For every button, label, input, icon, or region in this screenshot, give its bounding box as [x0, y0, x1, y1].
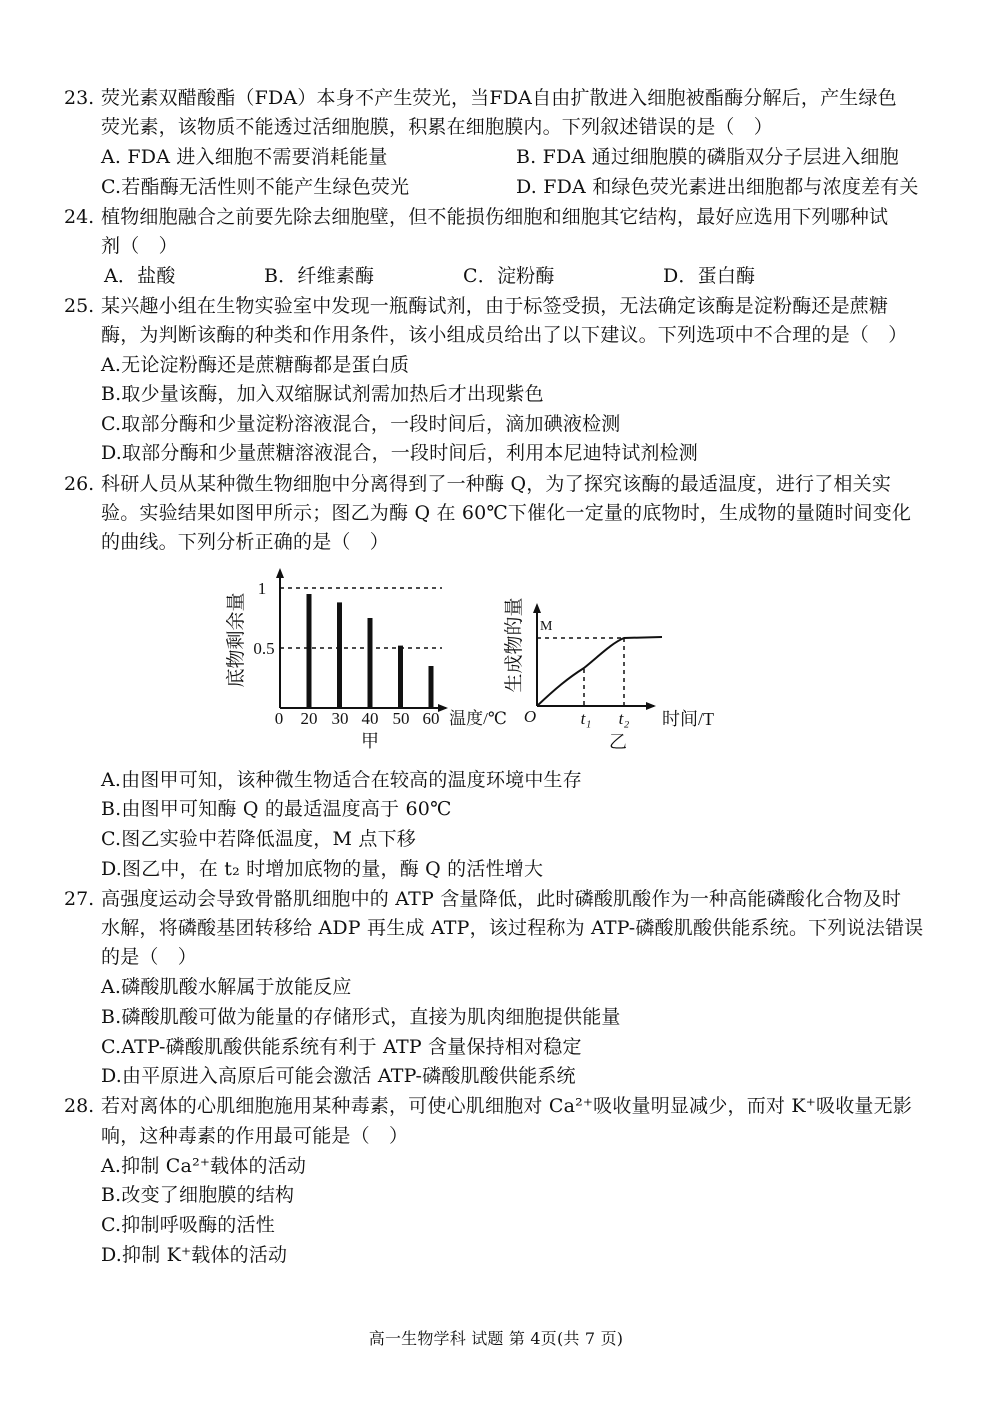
- option-a: A. FDA 进入细胞不需要消耗能量: [101, 146, 388, 168]
- bar-50: [398, 646, 403, 708]
- y-axis-arrow: [276, 568, 284, 578]
- option-c: C.ATP-磷酸肌酸供能系统有利于 ATP 含量保持相对稳定: [101, 1036, 582, 1058]
- option-c: C.图乙实验中若降低温度，M 点下移: [101, 828, 416, 850]
- option-d: D. FDA 和绿色荧光素进出细胞都与浓度差有关: [516, 176, 919, 198]
- option-b: B.取少量该酶，加入双缩脲试剂需加热后才出现紫色: [101, 383, 544, 405]
- question-stem-line: 剂（ ）: [101, 235, 178, 257]
- x-axis-arrow: [646, 702, 656, 710]
- figure-yi-line-chart: [500, 585, 730, 760]
- figure-caption: 甲: [361, 731, 379, 751]
- option-a: A.无论淀粉酶还是蔗糖酶都是蛋白质: [101, 354, 410, 376]
- question-stem-line: 荧光素双醋酸酯（FDA）本身不产生荧光，当FDA自由扩散进入细胞被酯酶分解后，产生绿色: [101, 87, 897, 109]
- option-a: A.抑制 Ca²⁺载体的活动: [101, 1155, 307, 1177]
- option-a: A．盐酸: [104, 265, 176, 287]
- y-axis-arrow: [533, 603, 541, 613]
- option-b: B．纤维素酶: [264, 265, 375, 287]
- bar-30: [337, 602, 342, 708]
- m-label: M: [540, 619, 553, 634]
- x-axis-label: 温度/℃: [449, 709, 507, 728]
- question-stem-line: 若对离体的心肌细胞施用某种毒素，可使心肌细胞对 Ca²⁺吸收量明显减少，而对 K⁺吸收量无影: [101, 1095, 913, 1117]
- page-footer: 高一生物学科 试题 第 4页(共 7 页): [368, 1329, 624, 1348]
- bars: [307, 594, 434, 708]
- bar-20: [307, 594, 312, 708]
- question-number: 24.: [64, 206, 95, 228]
- question-stem-line: 科研人员从某种微生物细胞中分离得到了一种酶 Q，为了探究该酶的最适温度，进行了相关实: [101, 473, 892, 495]
- question-number: 27.: [64, 888, 95, 910]
- option-c: C.抑制呼吸酶的活性: [101, 1214, 275, 1236]
- x-axis-label: 时间/T: [662, 709, 714, 729]
- option-b: B.磷酸肌酸可做为能量的存储形式，直接为肌肉细胞提供能量: [101, 1006, 621, 1028]
- question-stem-line: 的是（ ）: [101, 946, 198, 968]
- y-axis-label: 生成物的量: [504, 597, 525, 693]
- question-stem-line: 高强度运动会导致骨骼肌细胞中的 ATP 含量降低，此时磷酸肌酸作为一种高能磷酸化合物及时: [101, 888, 902, 910]
- x-axis-arrow: [438, 704, 448, 712]
- option-d: D.图乙中，在 t₂ 时增加底物的量，酶 Q 的活性增大: [101, 858, 544, 880]
- x-tick-label: 0: [274, 709, 284, 728]
- option-d: D.抑制 K⁺载体的活动: [101, 1244, 288, 1266]
- question-stem-line: 酶，为判断该酶的种类和作用条件，该小组成员给出了以下建议。下列选项中不合理的是（ ）: [101, 324, 908, 346]
- question-number: 23.: [64, 87, 95, 109]
- bar-40: [368, 618, 373, 708]
- option-c: C.若酯酶无活性则不能产生绿色荧光: [101, 176, 410, 198]
- option-c: C．淀粉酶: [463, 265, 555, 287]
- t2-label: t₂: [618, 709, 630, 728]
- y-axis-label: 底物剩余量: [226, 592, 247, 688]
- option-d: D．蛋白酶: [663, 265, 756, 287]
- t1-label: t₁: [580, 709, 592, 728]
- option-d: D.取部分酶和少量蔗糖溶液混合，一段时间后，利用本尼迪特试剂检测: [101, 442, 698, 464]
- option-d: D.由平原进入高原后可能会激活 ATP-磷酸肌酸供能系统: [101, 1065, 576, 1087]
- option-b: B.改变了细胞膜的结构: [101, 1184, 295, 1206]
- x-tick-label: 20: [300, 709, 318, 728]
- option-a: A.由图甲可知，该种微生物适合在较高的温度环境中生存: [101, 769, 582, 791]
- figure-caption: 乙: [609, 732, 627, 752]
- option-b: B.由图甲可知酶 Q 的最适温度高于 60℃: [101, 798, 452, 820]
- x-tick-label: 50: [392, 709, 410, 728]
- x-tick-label: 60: [422, 709, 440, 728]
- y-tick-label: 1: [257, 579, 267, 598]
- option-c: C.取部分酶和少量淀粉溶液混合，一段时间后，滴加碘液检测: [101, 413, 621, 435]
- origin-label: O: [523, 707, 537, 726]
- question-number: 25.: [64, 295, 95, 317]
- x-tick-label: 30: [331, 709, 349, 728]
- bar-60: [429, 666, 434, 708]
- question-number: 28.: [64, 1095, 95, 1117]
- x-tick-label: 40: [361, 709, 379, 728]
- question-stem-line: 荧光素，该物质不能透过活细胞膜，积累在细胞膜内。下列叙述错误的是（ ）: [101, 116, 774, 138]
- question-stem-line: 响，这种毒素的作用最可能是（ ）: [101, 1125, 409, 1147]
- question-stem-line: 的曲线。下列分析正确的是（ ）: [101, 531, 390, 553]
- product-curve: [537, 637, 662, 706]
- figure-jia-bar-chart: [220, 558, 520, 758]
- question-stem-line: 水解，将磷酸基团转移给 ADP 再生成 ATP，该过程称为 ATP-磷酸肌酸供能系统。下列说法错误: [101, 917, 924, 939]
- question-stem-line: 某兴趣小组在生物实验室中发现一瓶酶试剂，由于标签受损，无法确定该酶是淀粉酶还是蔗糖: [101, 295, 889, 317]
- question-stem-line: 植物细胞融合之前要先除去细胞壁，但不能损伤细胞和细胞其它结构，最好应选用下列哪种试: [101, 206, 889, 228]
- question-number: 26.: [64, 473, 95, 495]
- question-stem-line: 验。实验结果如图甲所示；图乙为酶 Q 在 60℃下催化一定量的底物时，生成物的量随时间变化: [101, 502, 912, 524]
- option-b: B. FDA 通过细胞膜的磷脂双分子层进入细胞: [516, 146, 899, 168]
- option-a: A.磷酸肌酸水解属于放能反应: [101, 976, 352, 998]
- y-tick-label: 0.5: [253, 639, 275, 658]
